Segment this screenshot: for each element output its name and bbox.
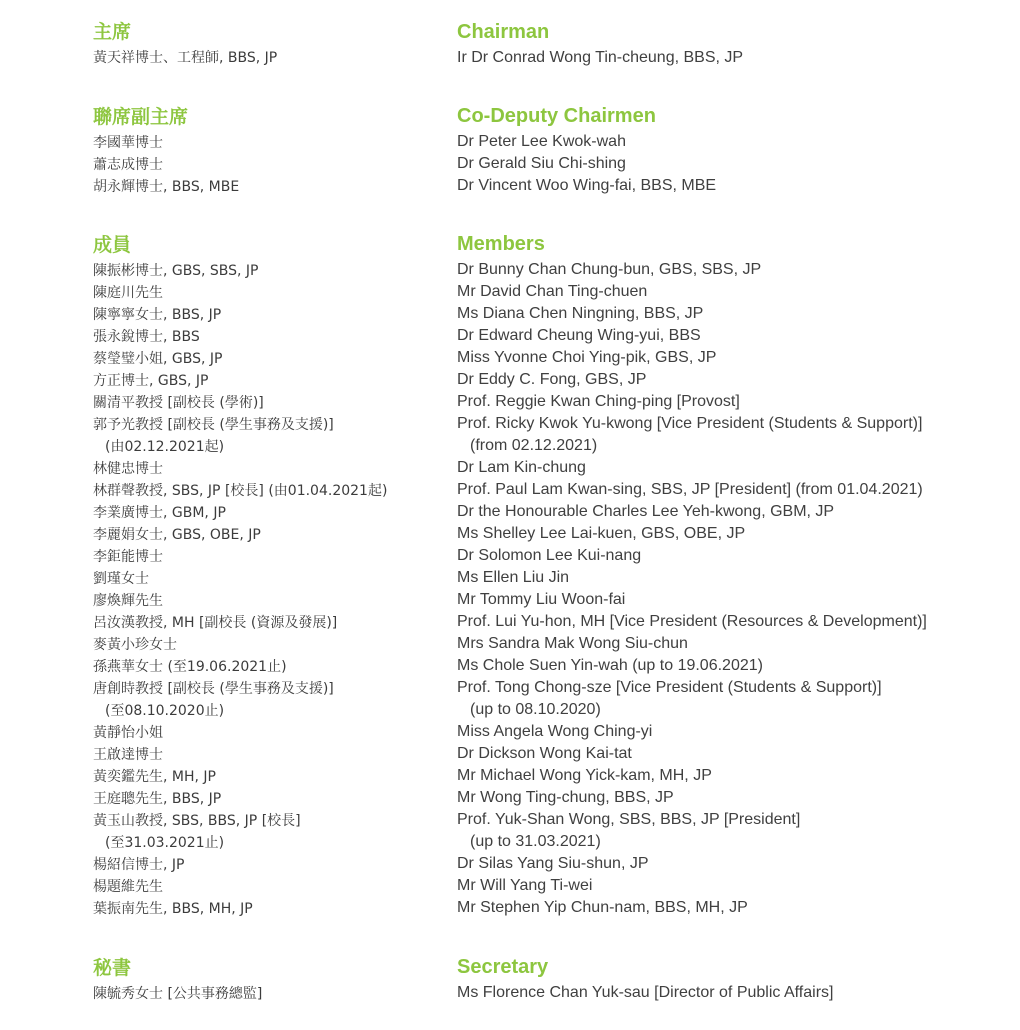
list-item: Ms Florence Chan Yuk-sau [Director of Public Affairs] — [457, 984, 834, 1001]
list-item: 陳振彬博士, GBS, SBS, JP — [93, 263, 259, 279]
list-item: 陳毓秀女士 [公共事務總監] — [93, 986, 263, 1002]
list-item: Dr Dickson Wong Kai-tat — [457, 745, 632, 762]
en-chairman-section — [457, 21, 997, 69]
list-item: 蕭志成博士 — [93, 157, 163, 173]
list-item: Dr Gerald Siu Chi-shing — [457, 155, 626, 172]
list-item: Dr Bunny Chan Chung-bun, GBS, SBS, JP — [457, 261, 762, 278]
en-members-section — [457, 233, 997, 919]
en-members-heading: Members — [457, 233, 545, 255]
list-item: 胡永輝博士, BBS, MBE — [93, 179, 240, 195]
list-item: 李麗娟女士, GBS, OBE, JP — [93, 527, 261, 543]
list-item: 麥黃小珍女士 — [93, 637, 177, 653]
zh-deputy-list — [93, 132, 438, 198]
list-item: Dr Edward Cheung Wing-yui, BBS — [457, 327, 701, 344]
list-item: Dr the Honourable Charles Lee Yeh-kwong, GBM, JP — [457, 503, 835, 520]
list-item: Prof. Ricky Kwok Yu-kwong [Vice President (Students & Support)] — [457, 415, 923, 432]
list-item: 李鉅能博士 — [93, 549, 163, 565]
list-item: 方正博士, GBS, JP — [93, 373, 209, 389]
list-item: Dr Eddy C. Fong, GBS, JP — [457, 371, 647, 388]
list-item: Dr Solomon Lee Kui-nang — [457, 547, 642, 564]
en-deputy-list — [457, 131, 997, 197]
list-item: Prof. Tong Chong-sze [Vice President (Students & Support)] — [457, 679, 882, 696]
zh-chairman-list — [93, 47, 438, 69]
list-item: (至31.03.2021止) — [105, 835, 225, 851]
list-item: 黃天祥博士、工程師, BBS, JP — [93, 50, 278, 66]
list-item: Ms Shelley Lee Lai-kuen, GBS, OBE, JP — [457, 525, 746, 542]
list-item: Prof. Reggie Kwan Ching-ping [Provost] — [457, 393, 740, 410]
list-item: 唐創時教授 [副校長 (學生事務及支援)] — [93, 681, 334, 697]
zh-members-list — [93, 260, 438, 920]
list-item: Ir Dr Conrad Wong Tin-cheung, BBS, JP — [457, 49, 744, 66]
en-secretary-section — [457, 956, 997, 1004]
list-item: Ms Ellen Liu Jin — [457, 569, 570, 586]
en-deputy-section — [457, 105, 997, 197]
list-item: (up to 31.03.2021) — [470, 833, 601, 850]
list-item: Mr Michael Wong Yick-kam, MH, JP — [457, 767, 712, 784]
list-item: (from 02.12.2021) — [470, 437, 598, 454]
zh-chairman-heading: 主席 — [93, 21, 132, 43]
zh-members-heading: 成員 — [93, 234, 132, 256]
list-item: (至08.10.2020止) — [105, 703, 225, 719]
list-item: 陳寧寧女士, BBS, JP — [93, 307, 222, 323]
zh-secretary-section — [93, 957, 438, 1005]
list-item: 黃奕鑑先生, MH, JP — [93, 769, 216, 785]
list-item: (由02.12.2021起) — [105, 439, 225, 455]
list-item: Ms Chole Suen Yin-wah (up to 19.06.2021) — [457, 657, 763, 674]
list-item: 林健忠博士 — [93, 461, 163, 477]
list-item: Dr Lam Kin-chung — [457, 459, 586, 476]
list-item: Mr David Chan Ting-chuen — [457, 283, 648, 300]
list-item: 張永銳博士, BBS — [93, 329, 200, 345]
list-item: Prof. Paul Lam Kwan-sing, SBS, JP [President] (from 01.04.2021) — [457, 481, 923, 498]
list-item: 陳庭川先生 — [93, 285, 163, 301]
list-item: 王庭聰先生, BBS, JP — [93, 791, 222, 807]
list-item: Dr Silas Yang Siu-shun, JP — [457, 855, 649, 872]
list-item: Mr Tommy Liu Woon-fai — [457, 591, 626, 608]
zh-deputy-heading: 聯席副主席 — [93, 106, 189, 128]
en-chairman-heading: Chairman — [457, 21, 550, 43]
list-item: 李國華博士 — [93, 135, 163, 151]
list-item: 蔡瑩璧小姐, GBS, JP — [93, 351, 223, 367]
list-item: Miss Angela Wong Ching-yi — [457, 723, 653, 740]
list-item: 孫燕華女士 (至19.06.2021止) — [93, 659, 287, 675]
list-item: Ms Diana Chen Ningning, BBS, JP — [457, 305, 704, 322]
list-item: Mr Wong Ting-chung, BBS, JP — [457, 789, 674, 806]
zh-deputy-section — [93, 106, 438, 198]
list-item: 關清平教授 [副校長 (學術)] — [93, 395, 264, 411]
en-deputy-heading: Co-Deputy Chairmen — [457, 105, 656, 127]
list-item: Mr Stephen Yip Chun-nam, BBS, MH, JP — [457, 899, 748, 916]
list-item: 楊題維先生 — [93, 879, 163, 895]
list-item: (up to 08.10.2020) — [470, 701, 601, 718]
zh-secretary-heading: 秘書 — [93, 957, 132, 979]
en-secretary-heading: Secretary — [457, 956, 549, 978]
list-item: Miss Yvonne Choi Ying-pik, GBS, JP — [457, 349, 717, 366]
list-item: 葉振南先生, BBS, MH, JP — [93, 901, 253, 917]
list-item: 李業廣博士, GBM, JP — [93, 505, 226, 521]
list-item: Prof. Yuk-Shan Wong, SBS, BBS, JP [President] — [457, 811, 801, 828]
list-item: Prof. Lui Yu-hon, MH [Vice President (Resources & Development)] — [457, 613, 927, 630]
list-item: 呂汝漢教授, MH [副校長 (資源及發展)] — [93, 615, 338, 631]
list-item: 黃玉山教授, SBS, BBS, JP [校長] — [93, 813, 301, 829]
zh-chairman-section — [93, 21, 438, 69]
list-item: 廖煥輝先生 — [93, 593, 163, 609]
list-item: Mr Will Yang Ti-wei — [457, 877, 593, 894]
list-item: 黃靜怡小姐 — [93, 725, 163, 741]
zh-members-section — [93, 234, 438, 920]
list-item: 郭予光教授 [副校長 (學生事務及支援)] — [93, 417, 334, 433]
list-item: 王啟達博士 — [93, 747, 163, 763]
list-item: Dr Peter Lee Kwok-wah — [457, 133, 626, 150]
list-item: 楊紹信博士, JP — [93, 857, 185, 873]
en-secretary-list — [457, 982, 997, 1004]
list-item: 劉瑾女士 — [93, 571, 149, 587]
en-members-list — [457, 259, 997, 919]
en-chairman-list — [457, 47, 997, 69]
list-item: Mrs Sandra Mak Wong Siu-chun — [457, 635, 688, 652]
list-item: Dr Vincent Woo Wing-fai, BBS, MBE — [457, 177, 717, 194]
zh-secretary-list — [93, 983, 438, 1005]
list-item: 林群聲教授, SBS, JP [校長] (由01.04.2021起) — [93, 483, 388, 499]
